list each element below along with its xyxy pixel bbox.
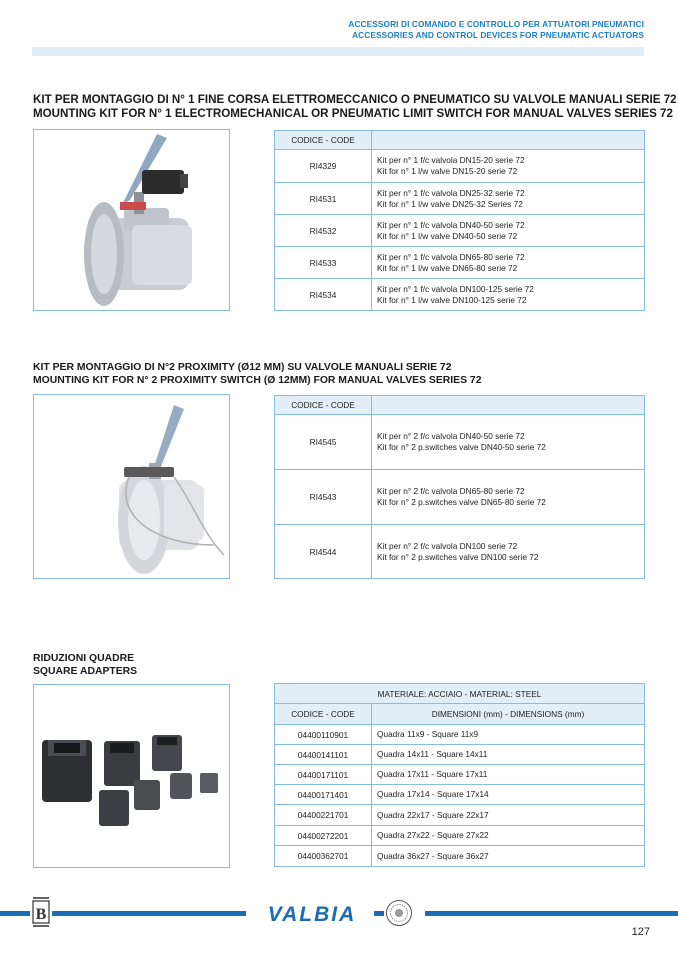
footer-bar-short [374,911,384,916]
product-description [372,150,645,183]
product-code: 04400221701 [275,805,372,826]
product-code: RI4544 [275,525,372,579]
section1-table [274,130,645,311]
material-header-row [275,684,645,704]
code-column-header: CODICE - CODE [275,131,372,150]
description-en: Kit for n° 2 p.switches valve DN65-80 serie 72 [377,497,546,507]
table-row [275,525,645,579]
section3-table [274,683,645,867]
section2-table [274,395,645,579]
group-logo [31,895,51,929]
product-description [372,470,645,525]
description-it: Kit per n° 1 f/c valvola DN100-125 serie 72 [377,283,534,294]
description-it: Kit per n° 1 f/c valvola DN25-32 serie 72 [377,187,525,198]
page-number: 127 [631,926,650,938]
product-code: 04400171101 [275,765,372,785]
section3-title-en: SQUARE ADAPTERS [33,666,138,677]
description-en: Kit for n° 2 p.switches valve DN100 serie 72 [377,551,539,562]
footer-bar-middle [52,911,246,916]
product-description [372,215,645,247]
table-row [275,415,645,470]
footer-bar-right [425,911,678,916]
product-code: RI4531 [275,183,372,215]
product-description: Quadra 22x17 - Square 22x17 [372,805,645,826]
product-description: Quadra 27x22 - Square 27x22 [372,826,645,846]
dimensions-column-header: DIMENSIONI (mm) - DIMENSIONS (mm) [372,704,645,725]
desc-column-header [372,131,645,150]
section3-title-it: RIDUZIONI QUADRE [33,653,135,664]
product-code: 04400272201 [275,826,372,846]
product-description: Quadra 17x11 - Square 17x11 [372,765,645,785]
svg-text:B: B [35,906,47,923]
product-code: RI4329 [275,150,372,183]
header-bar [32,47,644,56]
table-row [275,826,645,846]
brand-name: VALBIA [267,903,357,926]
section1-title-en: MOUNTING KIT FOR N° 1 ELECTROMECHANICAL OR PNEUMATIC LIMIT SWITCH FOR MANUAL VALVES SERIES 72 [33,107,673,120]
product-code: RI4534 [275,279,372,311]
description-it: Kit per n° 2 f/c valvola DN65-80 serie 72 [377,486,525,496]
product-description: Quadra 11x9 - Square 11x9 [372,725,645,745]
table-row [275,183,645,215]
description-en: Kit for n° 1 l/w valve DN40-50 serie 72 [377,230,518,241]
table-header-row [275,131,645,150]
section2-title-it: KIT PER MONTAGGIO DI N°2 PROXIMITY (Ø12 MM) SU VALVOLE MANUALI SERIE 72 [33,362,452,373]
product-code: 04400362701 [275,846,372,867]
table-row [275,805,645,826]
desc-column-header [372,396,645,415]
description-en: Kit for n° 1 l/w valve DN100-125 serie 72 [377,294,527,305]
section3-title [33,652,137,678]
section1-title [33,93,677,121]
table-row [275,765,645,785]
header-line-it: ACCESSORI DI COMANDO E CONTROLLO PER ATTUATORI PNEUMATICI [348,19,644,29]
section2-title [33,361,481,387]
table-header-row [275,396,645,415]
description-it: Kit per n° 2 f/c valvola DN100 serie 72 [377,540,518,551]
description-en: Kit for n° 1 l/w valve DN25-32 Series 72 [377,198,523,209]
footer-bar-left [0,911,30,916]
product-description: Quadra 36x27 - Square 36x27 [372,846,645,867]
section1-title-it: KIT PER MONTAGGIO DI N° 1 FINE CORSA ELETTROMECCANICO O PNEUMATICO SU VALVOLE MANUALI SERIE 72 [33,93,677,106]
product-code: RI4543 [275,470,372,525]
product-description [372,415,645,470]
product-description: Quadra 14x11 - Square 14x11 [372,745,645,765]
description-it: Kit per n° 1 f/c valvola DN65-80 serie 72 [377,251,525,262]
table-row [275,215,645,247]
brand-logo [252,900,372,926]
material-header: MATERIALE: ACCIAIO - MATERIAL: STEEL [275,684,645,704]
description-en: Kit for n° 2 p.switches valve DN40-50 serie 72 [377,442,546,452]
code-column-header: CODICE - CODE [275,704,372,725]
product-code: RI4532 [275,215,372,247]
table-row [275,725,645,745]
table-header-row [275,704,645,725]
table-row [275,470,645,525]
page-header [348,19,644,41]
description-en: Kit for n° 1 l/w valve DN65-80 serie 72 [377,262,518,273]
product-description: Quadra 17x14 - Square 17x14 [372,785,645,805]
product-code: RI4545 [275,415,372,470]
description-it: Kit per n° 1 f/c valvola DN40-50 serie 72 [377,219,525,230]
product-description [372,247,645,279]
description-it: Kit per n° 1 f/c valvola DN15-20 serie 72 [377,155,525,165]
product-description [372,279,645,311]
description-it: Kit per n° 2 f/c valvola DN40-50 serie 72 [377,431,525,441]
table-row [275,279,645,311]
product-code: 04400110901 [275,725,372,745]
product-description [372,525,645,579]
description-en: Kit for n° 1 l/w valve DN15-20 serie 72 [377,166,518,176]
section2-product-image [33,394,230,579]
table-row [275,247,645,279]
product-code: RI4533 [275,247,372,279]
table-row [275,150,645,183]
product-code: 04400141101 [275,745,372,765]
header-line-en: ACCESSORIES AND CONTROL DEVICES FOR PNEUMATIC ACTUATORS [352,30,644,40]
section1-product-image [33,129,230,311]
section3-product-image [33,684,230,868]
product-code: 04400171401 [275,785,372,805]
certification-seal-icon [385,899,413,927]
section2-title-en: MOUNTING KIT FOR N° 2 PROXIMITY SWITCH (Ø 12MM) FOR MANUAL VALVES SERIES 72 [33,375,482,386]
product-description [372,183,645,215]
table-row [275,785,645,805]
table-row [275,846,645,867]
code-column-header: CODICE - CODE [275,396,372,415]
table-row [275,745,645,765]
